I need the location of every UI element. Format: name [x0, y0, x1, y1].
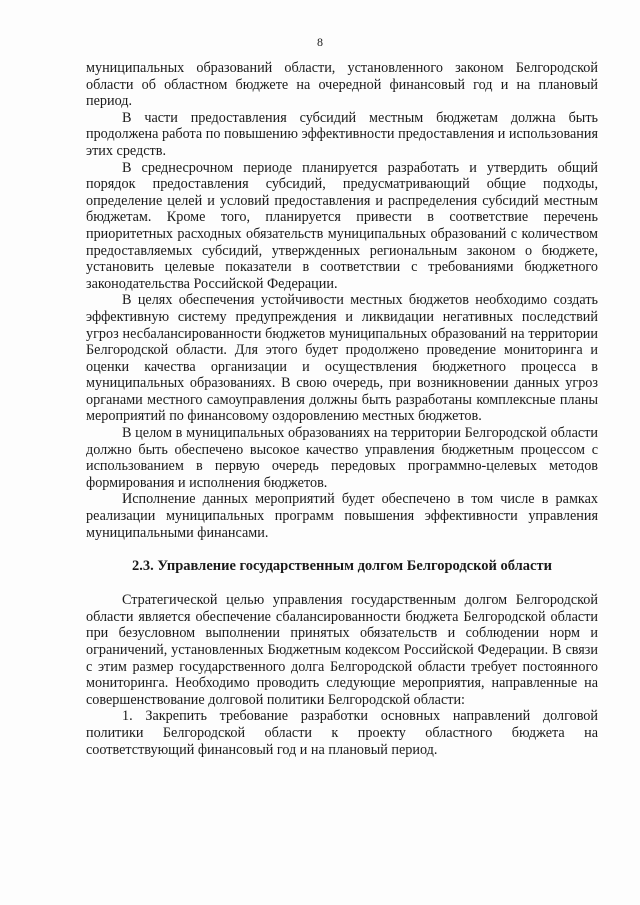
paragraph: Стратегической целью управления государственным долгом Белгородской области является обеспечение сбалансированности бюджета Белгородской области при безусловном выполнении принятых обязательств и соблюдении норм и ограничений, установленных Бюджетным кодексом Российской Федерации. В связи с этим размер государственного долга Белгородской области требует постоянного мониторинга. Необходимо проводить следующие мероприятия, направленные на совершенствование долговой политики Белгородской области:: [86, 592, 598, 708]
page-number: 8: [317, 35, 323, 49]
paragraph: В части предоставления субсидий местным бюджетам должна быть продолжена работа по повышению эффективности предоставления и использования этих средств.: [86, 109, 598, 159]
document-body: [86, 60, 598, 758]
paragraph: В целом в муниципальных образованиях на территории Белгородской области должно быть обеспечено высокое качество управления бюджетным процессом с использованием в первую очередь передовых программно-целевых методов формирования и исполнения бюджетов.: [86, 425, 598, 491]
paragraph: Исполнение данных мероприятий будет обеспечено в том числе в рамках реализации муниципальных программ повышения эффективности управления муниципальными финансами.: [86, 491, 598, 541]
paragraph: 1. Закрепить требование разработки основных направлений долговой политики Белгородской области к проекту областного бюджета на соответствующий финансовый год и на плановый период.: [86, 708, 598, 758]
paragraph: В целях обеспечения устойчивости местных бюджетов необходимо создать эффективную систему предупреждения и ликвидации негативных последствий угроз несбалансированности бюджетов муниципальных образований на территории Белгородской области. Для этого будет продолжено проведение мониторинга и оценки качества организации и осуществления бюджетного процесса в муниципальных образованиях. В свою очередь, при возникновении данных угроз органами местного самоуправления должны быть разработаны комплексные планы мероприятий по финансовому оздоровлению местных бюджетов.: [86, 292, 598, 425]
section-heading: 2.3. Управление государственным долгом Белгородской области: [132, 558, 552, 575]
paragraph: муниципальных образований области, установленного законом Белгородской области об областном бюджете на очередной финансовый год и на плановый период.: [86, 60, 598, 110]
paragraph: В среднесрочном периоде планируется разработать и утвердить общий порядок предоставления субсидий, предусматривающий общие подходы, определение целей и условий предоставления и распределения субсидий местным бюджетам. Кроме того, планируется привести в соответствие перечень приоритетных расходных обязательств муниципальных образований с количеством предоставляемых субсидий, утвержденных региональным законом о бюджете, установить целевые показатели в соответствии с требованиями бюджетного законодательства Российской Федерации.: [86, 159, 598, 292]
